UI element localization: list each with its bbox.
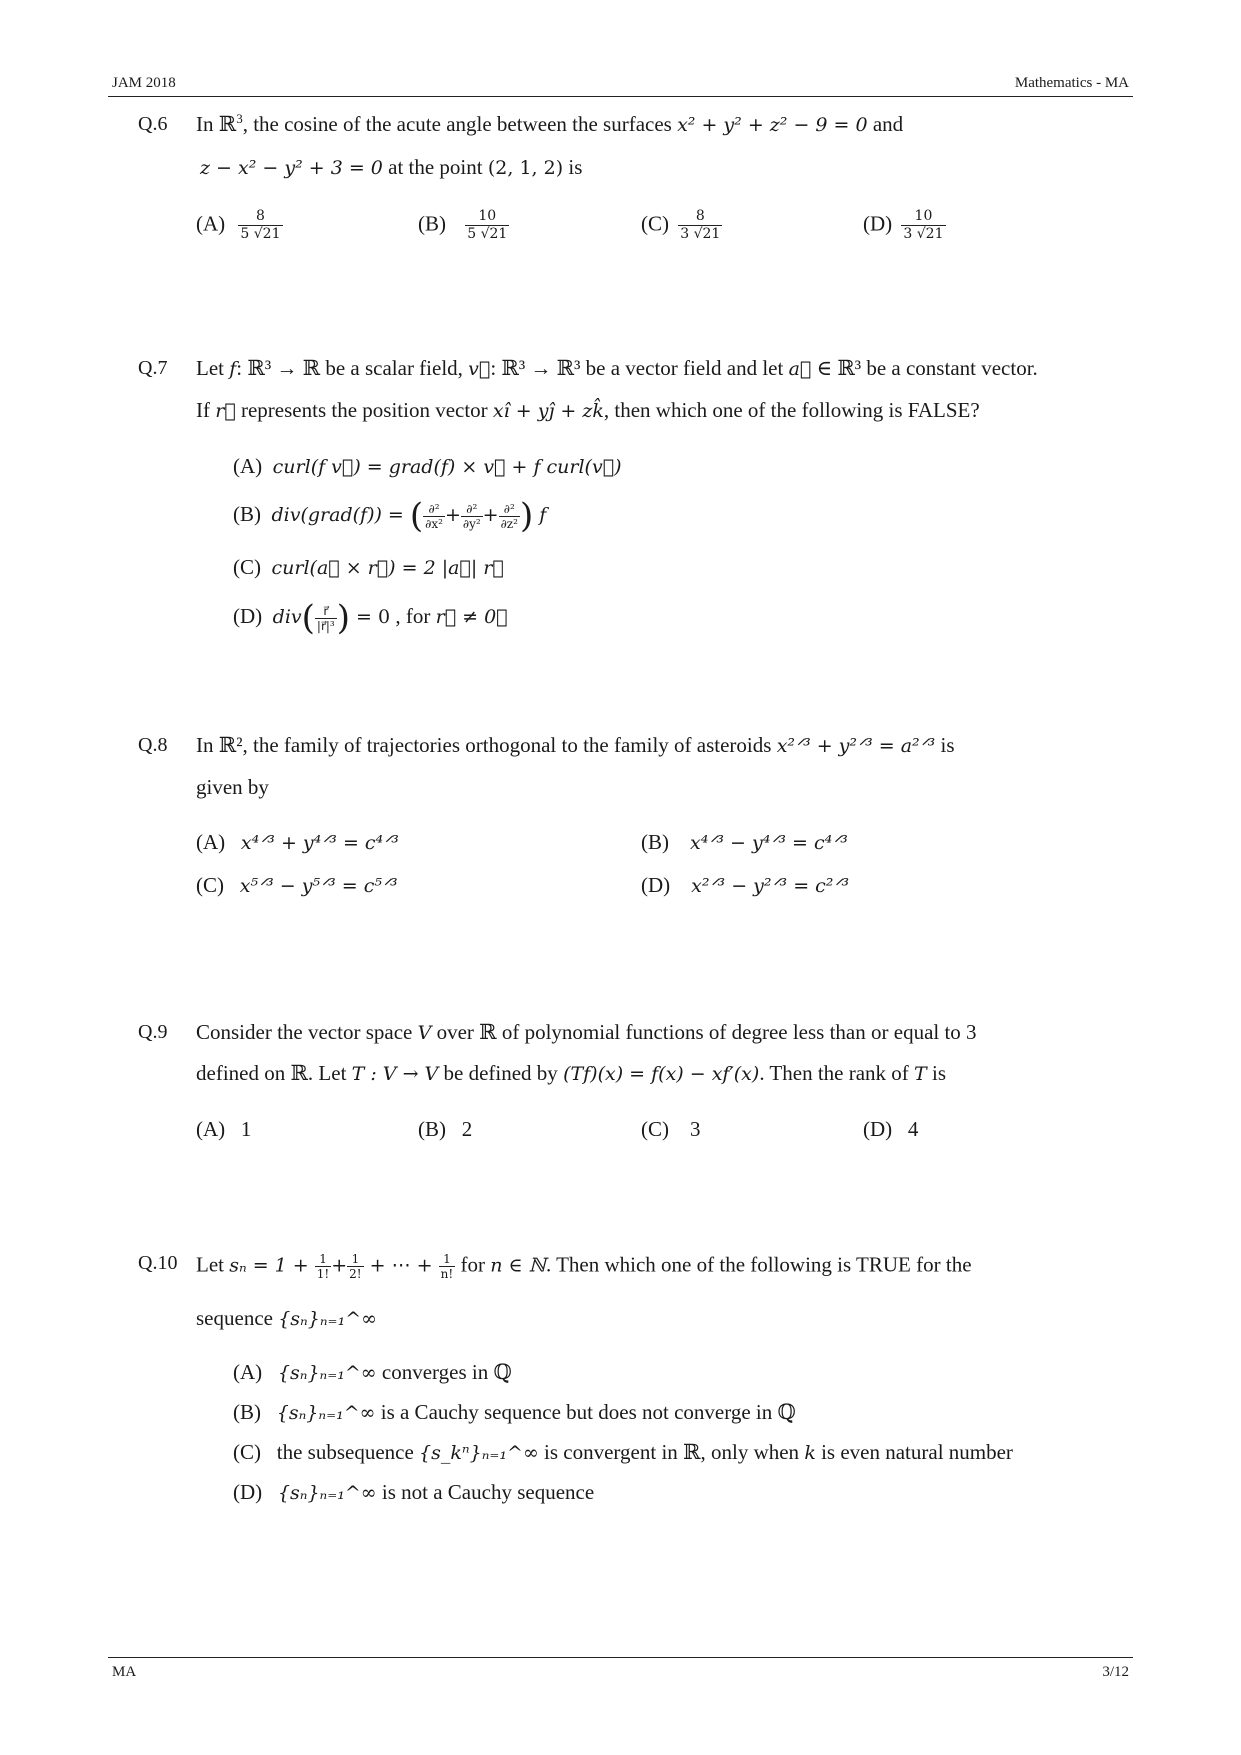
q9-option-c[interactable]: (C) 3 (641, 1117, 701, 1141)
q7-partial-x: $\frac{\text{∂²}}{\text{∂x²}}$ (425, 501, 443, 531)
q7-option-b[interactable]: (B) div(grad(f)) = ( $\frac{\text{∂²}}{\text{∂x²}}$ + $\frac{\text{∂²}}{\text{∂y²}}$ + $\frac{\text{∂²}}{\text{∂z²}}$ ) f (233, 496, 547, 536)
q9-line-2: defined on ℝ. Let T : V → V be defined by (Tf)(x) = f(x) − xf′(x). Then the rank of T is (196, 1061, 946, 1085)
q6-option-c-fraction: $\frac{8}{3 √21}$ (680, 208, 721, 242)
q6-option-b[interactable]: (B) $\frac{10}{5 √21}$ (418, 208, 508, 242)
q9-option-d[interactable]: (D) 4 (863, 1117, 919, 1141)
q9-option-a[interactable]: (A) 1 (196, 1117, 252, 1141)
q8-asteroid-eq: x²ᐟ³ + y²ᐟ³ = a²ᐟ³ (776, 735, 936, 757)
q6-surface-2: z − x² − y² + 3 = 0 (200, 157, 383, 179)
q8-option-d[interactable]: (D) x²ᐟ³ − y²ᐟ³ = c²ᐟ³ (641, 873, 850, 897)
q9-option-b[interactable]: (B) 2 (418, 1117, 473, 1141)
q10-option-d[interactable]: (D) {sₙ}ₙ₌₁^∞ is not a Cauchy sequence (233, 1480, 595, 1504)
q6-option-d[interactable]: (D) $\frac{10}{3 √21}$ (863, 208, 944, 242)
q7-option-a[interactable]: (A) curl(f v⃗) = grad(f) × v⃗ + f curl(v⃗) (233, 454, 622, 478)
q6-line-1: In ℝ$^3$, the cosine of the acute angle between the surfaces x² + y² + z² − 9 = 0 and (196, 111, 904, 136)
q8-option-a[interactable]: (A) x⁴ᐟ³ + y⁴ᐟ³ = c⁴ᐟ³ (196, 830, 399, 854)
q6-option-a[interactable]: (A) $\frac{8}{5 √21}$ (196, 208, 281, 242)
q10-option-a[interactable]: (A) {sₙ}ₙ₌₁^∞ converges in ℚ (233, 1360, 512, 1384)
q6-surface-1: x² + y² + z² − 9 = 0 (677, 114, 868, 136)
q10-number: Q.10 (138, 1252, 178, 1274)
q6-option-d-fraction: $\frac{10}{3 √21}$ (903, 208, 944, 242)
q8-line-2: given by (196, 775, 269, 799)
q7-option-c[interactable]: (C) curl(a⃗ × r⃗) = 2 |a⃗| r⃗ (233, 555, 504, 579)
q10-option-b[interactable]: (B) {sₙ}ₙ₌₁^∞ is a Cauchy sequence but does not converge in ℚ (233, 1400, 796, 1424)
q10-line-2: sequence {sₙ}ₙ₌₁^∞ (196, 1306, 377, 1330)
q8-number: Q.8 (138, 734, 168, 756)
q7-partial-z: $\frac{\text{∂²}}{\text{∂z²}}$ (500, 501, 518, 531)
q10-option-c[interactable]: (C) the subsequence {s_kⁿ}ₙ₌₁^∞ is convergent in ℝ, only when k is even natural number (233, 1440, 1013, 1464)
header-subject: Mathematics - MA (1014, 75, 1129, 91)
q7-number: Q.7 (138, 357, 168, 379)
footer-page-number: 3/12 (1102, 1664, 1129, 1680)
q8-option-c[interactable]: (C) x⁵ᐟ³ − y⁵ᐟ³ = c⁵ᐟ³ (196, 873, 398, 897)
q10-frac-1: $\frac{1}{1!}$ (316, 1252, 330, 1281)
q6-option-b-fraction: $\frac{10}{5 √21}$ (467, 208, 508, 242)
q10-frac-2: $\frac{1}{2!}$ (349, 1252, 362, 1281)
q7-line-2: If r⃗ represents the position vector xî + yĵ + zk̂, then which one of the following is FALSE? (196, 398, 980, 422)
footer-rule (108, 1657, 1133, 1658)
q9-number: Q.9 (138, 1021, 168, 1043)
r3-symbol: ℝ$^3$ (218, 111, 243, 136)
q9-line-1: Consider the vector space V over ℝ of polynomial functions of degree less than or equal to 3 (196, 1020, 977, 1044)
q8-line-1: In ℝ², the family of trajectories orthogonal to the family of asteroids x²ᐟ³ + y²ᐟ³ = a²ᐟ³ is (196, 733, 955, 757)
q6-option-a-fraction: $\frac{8}{5 √21}$ (240, 208, 281, 242)
q7-option-d[interactable]: (D) div( $\frac{r⃗}{\text{|r⃗|³}}$ ) = 0 , for r⃗ ≠ 0⃗ (233, 598, 508, 638)
header-rule (108, 96, 1133, 97)
q7-line-1: Let f: ℝ³ → ℝ be a scalar field, v⃗: ℝ³ → ℝ³ be a vector field and let a⃗ ∈ ℝ³ be a constant vector. (196, 356, 1038, 380)
header-exam-title: JAM 2018 (112, 75, 176, 91)
q10-frac-n: $\frac{1}{n!}$ (440, 1252, 454, 1281)
q6-option-c[interactable]: (C) $\frac{8}{3 √21}$ (641, 208, 721, 242)
q6-line-2: z − x² − y² + 3 = 0 at the point (2, 1, 2) is (200, 155, 583, 179)
q8-option-b[interactable]: (B) x⁴ᐟ³ − y⁴ᐟ³ = c⁴ᐟ³ (641, 830, 848, 854)
q7-partial-y: $\frac{\text{∂²}}{\text{∂y²}}$ (462, 501, 481, 531)
q6-number: Q.6 (138, 113, 168, 135)
q10-line-1: Let sₙ = 1 + $\frac{1}{1!}$ + $\frac{1}{2!}$ + ⋯ + $\frac{1}{n!}$ for n ∈ ℕ. Then which one of the following is TRUE for the (196, 1252, 972, 1281)
q7-r-over-r3: $\frac{r⃗}{\text{|r⃗|³}}$ (316, 603, 335, 633)
q6-point: (2, 1, 2) (487, 157, 564, 179)
footer-paper-code: MA (112, 1664, 137, 1680)
